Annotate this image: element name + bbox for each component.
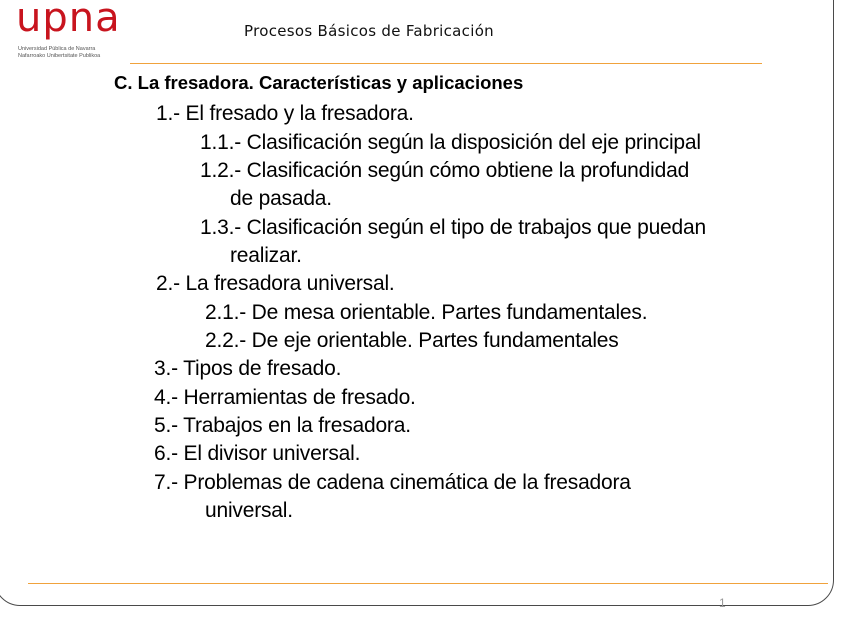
header-title: Procesos Básicos de Fabricación — [244, 22, 494, 40]
page-number: 1 — [719, 596, 726, 610]
outline-item: 1.- El fresado y la fresadora. — [156, 102, 414, 125]
upna-logo — [16, 0, 126, 62]
outline-item-continuation: universal. — [205, 499, 293, 522]
outline-item: 3.- Tipos de fresado. — [154, 357, 342, 380]
outline-item: 4.- Herramientas de fresado. — [154, 386, 416, 409]
outline-item: 6.- El divisor universal. — [154, 442, 361, 465]
outline-subitem: 2.1.- De mesa orientable. Partes fundamentales. — [205, 301, 648, 324]
outline-subitem-continuation: realizar. — [230, 244, 302, 267]
outline-item: 5.- Trabajos en la fresadora. — [154, 414, 411, 437]
outline-subitem-continuation: de pasada. — [230, 187, 332, 210]
logo-subtitle-eu: Nafarroako Unibertsitate Publikoa — [18, 53, 101, 59]
outline-item: 2.- La fresadora universal. — [156, 272, 395, 295]
logo-wordmark: upna — [16, 0, 121, 41]
logo-subtitle-es: Universidad Pública de Navarra — [18, 46, 96, 52]
outline-subitem: 1.2.- Clasificación según cómo obtiene la profundidad — [200, 159, 690, 182]
outline-subitem: 2.2.- De eje orientable. Partes fundamentales — [205, 329, 619, 352]
header-divider — [130, 63, 762, 64]
outline-subitem: 1.3.- Clasificación según el tipo de trabajos que puedan — [200, 216, 706, 239]
footer-divider — [28, 583, 828, 584]
section-title: C. La fresadora. Características y aplicaciones — [114, 72, 524, 93]
outline-subitem: 1.1.- Clasificación según la disposición del eje principal — [200, 131, 701, 154]
outline-item: 7.- Problemas de cadena cinemática de la fresadora — [154, 471, 631, 494]
